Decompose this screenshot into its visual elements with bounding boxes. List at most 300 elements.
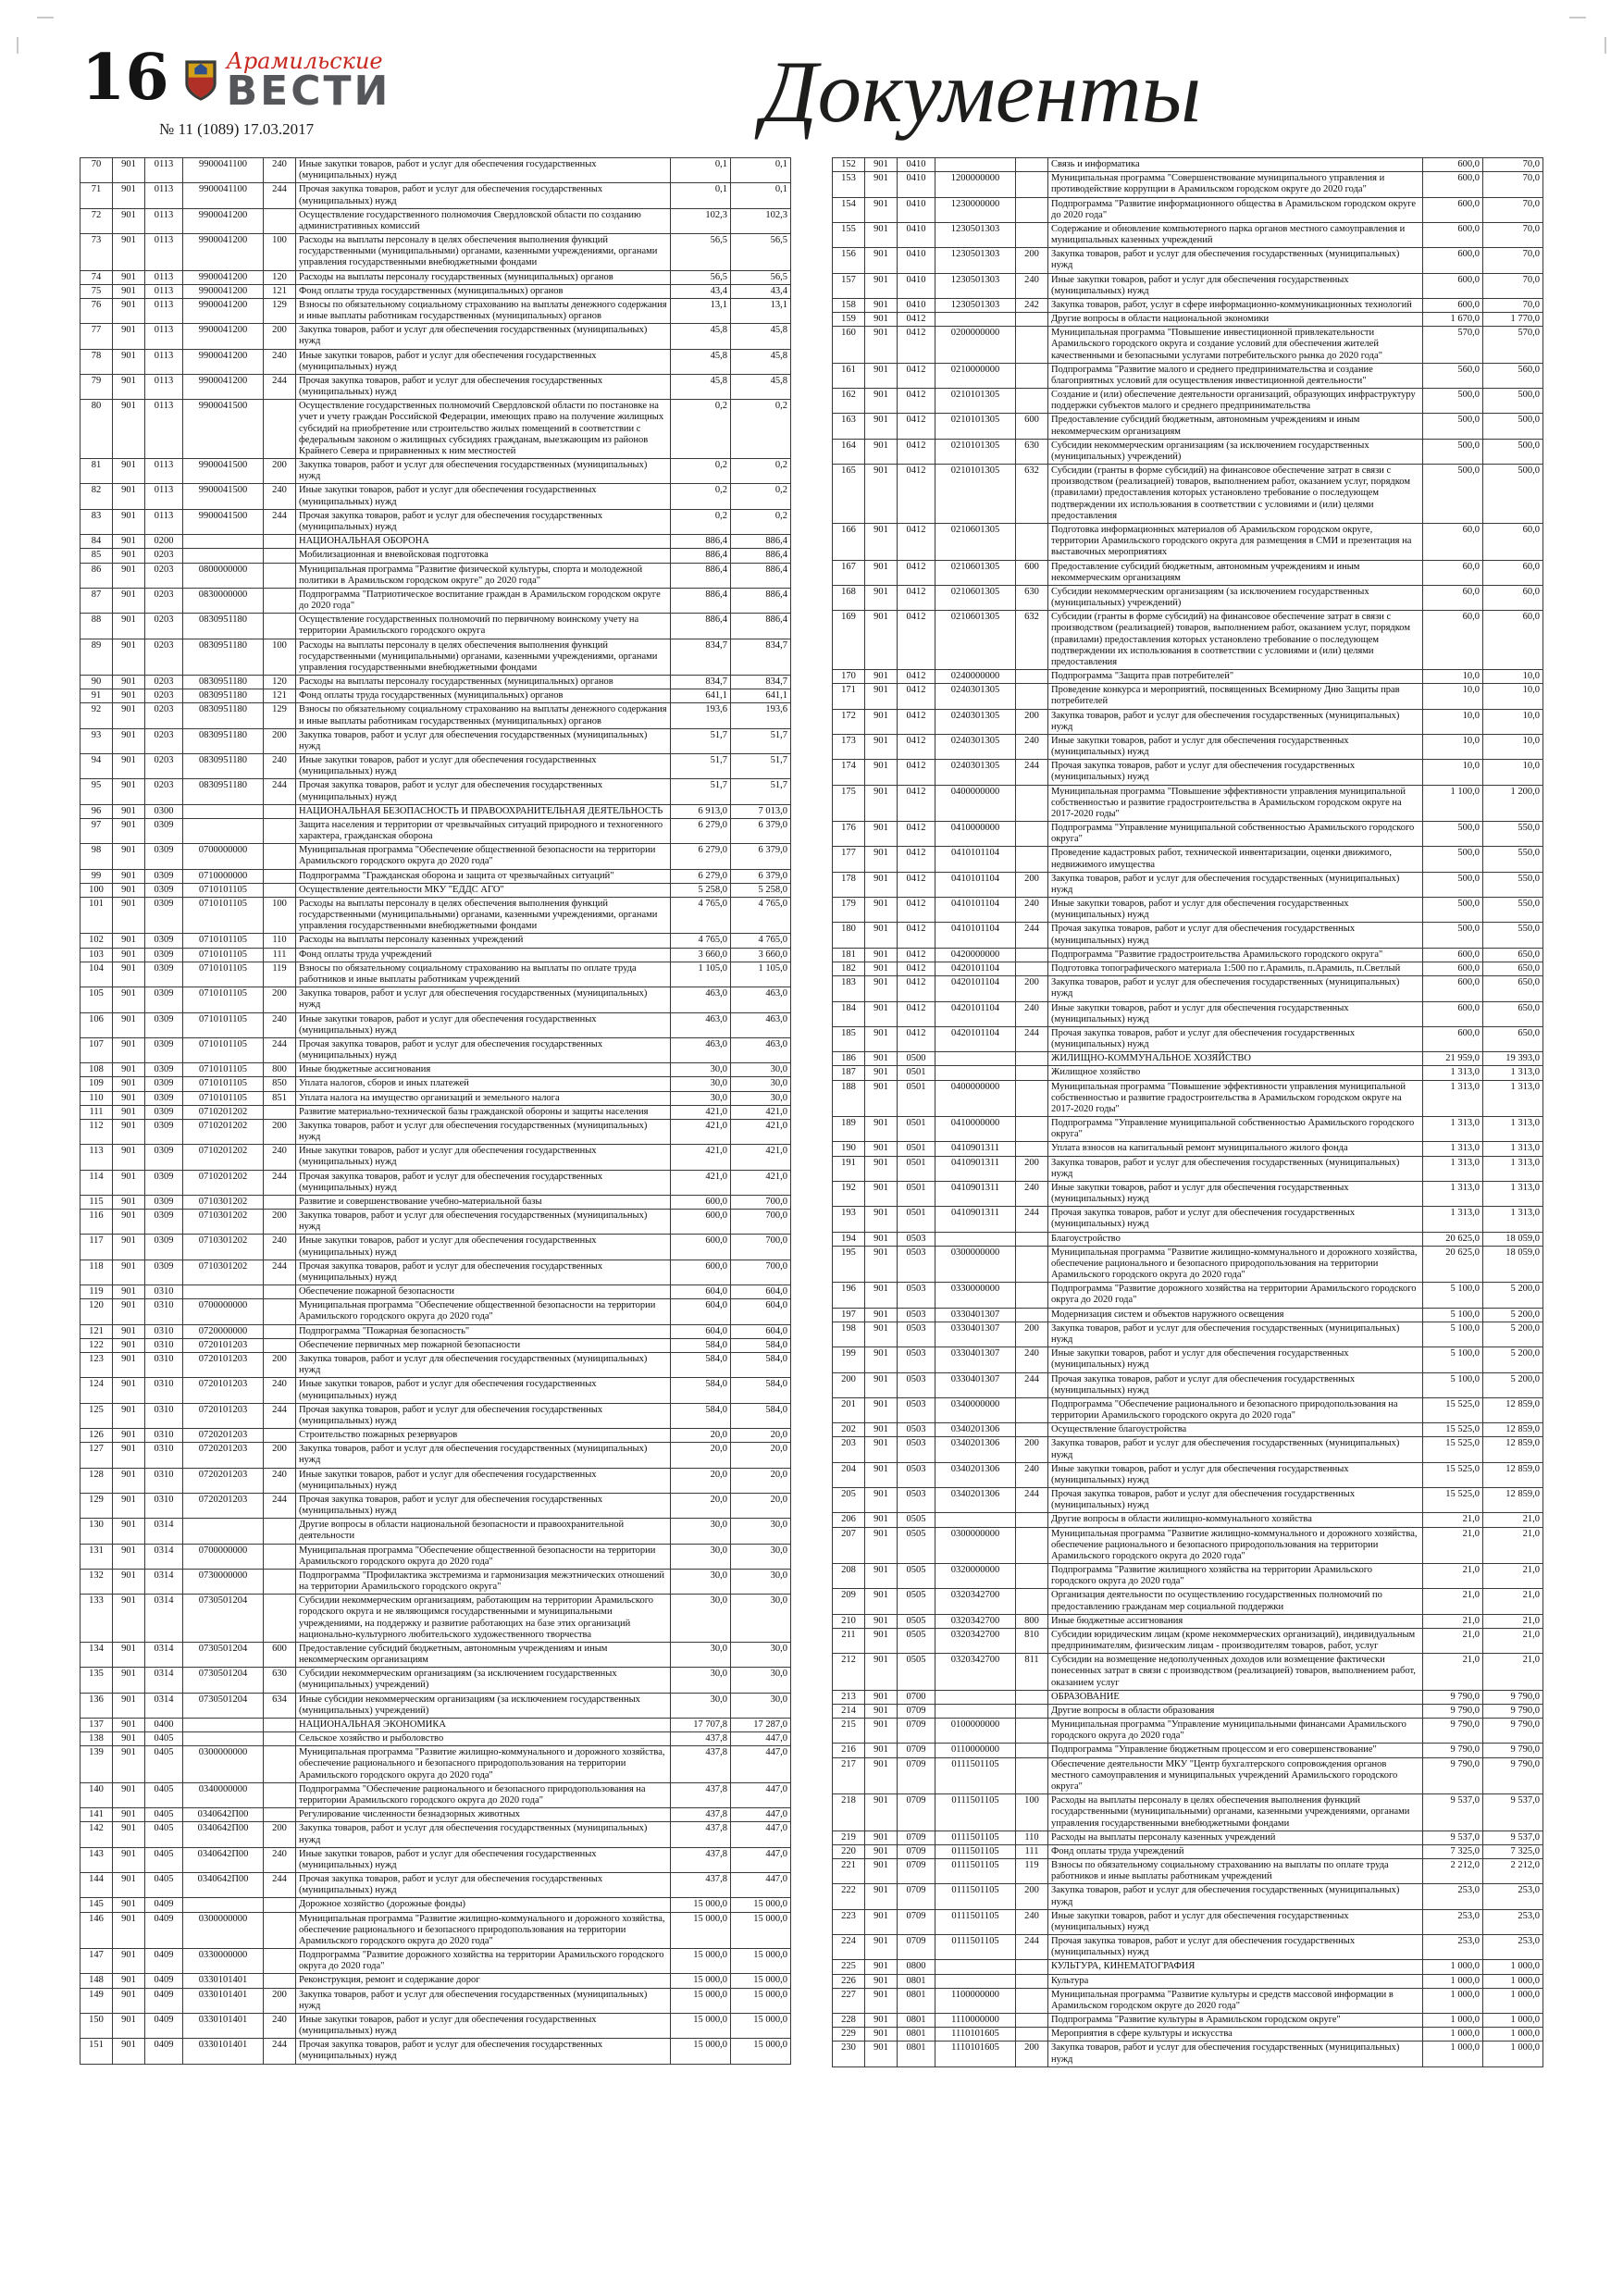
row-number: 104: [81, 962, 113, 987]
expense-name: Иные закупки товаров, работ и услуг для обеспечения государственных (муниципальных) нужд: [1048, 734, 1423, 759]
row-number: 160: [833, 327, 865, 364]
grbs-code: 901: [865, 1960, 898, 1974]
amount-second-year: 641,1: [731, 689, 791, 703]
target-article-code: 0410000000: [935, 822, 1016, 847]
grbs-code: 901: [865, 1628, 898, 1653]
amount-second-year: 9 537,0: [1483, 1794, 1543, 1831]
expense-type-code: [1016, 962, 1048, 976]
target-article-code: 0100000000: [935, 1719, 1016, 1744]
table-row: [81, 183, 791, 208]
expense-type-code: [264, 1544, 296, 1569]
row-number: 147: [81, 1949, 113, 1974]
amount-first-year: 500,0: [1423, 898, 1483, 923]
grbs-code: 901: [865, 1513, 898, 1527]
section-code: 0709: [898, 1831, 935, 1844]
expense-type-code: 244: [264, 183, 296, 208]
row-number: 83: [81, 509, 113, 534]
row-number: 229: [833, 2028, 865, 2042]
row-number: 130: [81, 1519, 113, 1544]
target-article-code: 0710301202: [183, 1210, 264, 1235]
amount-first-year: 421,0: [671, 1145, 731, 1170]
amount-second-year: 6 379,0: [731, 818, 791, 843]
target-article-code: [935, 1232, 1016, 1246]
expense-name: Закупка товаров, работ и услуг для обеспечения государственных (муниципальных) нужд: [1048, 709, 1423, 734]
expense-type-code: 630: [1016, 439, 1048, 464]
section-code: 0314: [145, 1693, 183, 1718]
grbs-code: 901: [113, 1145, 145, 1170]
budget-column-right: [832, 157, 1543, 2067]
target-article-code: 0830951180: [183, 728, 264, 753]
amount-first-year: 1 000,0: [1423, 2042, 1483, 2066]
table-row: [81, 1732, 791, 1746]
table-row: [833, 1437, 1543, 1462]
table-row: [81, 1285, 791, 1299]
grbs-code: 901: [113, 934, 145, 948]
amount-second-year: 421,0: [731, 1145, 791, 1170]
row-number: 122: [81, 1338, 113, 1352]
section-code: 0410: [898, 273, 935, 298]
table-row: [833, 1026, 1543, 1051]
expense-name: Иные закупки товаров, работ и услуг для обеспечения государственных (муниципальных) нужд: [296, 1235, 671, 1260]
target-article-code: 1230501303: [935, 273, 1016, 298]
row-number: 187: [833, 1066, 865, 1080]
table-row: [81, 1974, 791, 1988]
expense-name: Закупка товаров, работ и услуг для обеспечения государственных (муниципальных) нужд: [296, 1119, 671, 1144]
expense-name: Закупка товаров, работ и услуг для обеспечения государственных (муниципальных) нужд: [1048, 1884, 1423, 1909]
amount-second-year: 650,0: [1483, 948, 1543, 962]
expense-name: Закупка товаров, работ и услуг для обеспечения государственных (муниципальных) нужд: [1048, 1156, 1423, 1181]
amount-first-year: 0,2: [671, 509, 731, 534]
amount-first-year: 463,0: [671, 987, 731, 1012]
amount-second-year: 650,0: [1483, 1026, 1543, 1051]
amount-second-year: 5 200,0: [1483, 1322, 1543, 1347]
grbs-code: 901: [865, 1437, 898, 1462]
expense-type-code: [1016, 1988, 1048, 2013]
table-row: [833, 273, 1543, 298]
amount-first-year: 20,0: [671, 1493, 731, 1518]
expense-name: Закупка товаров, работ и услуг для обеспечения государственных (муниципальных) нужд: [1048, 976, 1423, 1001]
grbs-code: 901: [865, 158, 898, 172]
target-article-code: 9900041200: [183, 270, 264, 284]
grbs-code: 901: [113, 639, 145, 676]
amount-first-year: 886,4: [671, 588, 731, 613]
amount-second-year: 447,0: [731, 1822, 791, 1847]
target-article-code: 0210601305: [935, 611, 1016, 670]
expense-name: Расходы на выплаты персоналу казенных учреждений: [1048, 1831, 1423, 1844]
row-number: 177: [833, 847, 865, 872]
section-code: 0801: [898, 2028, 935, 2042]
target-article-code: 1110101605: [935, 2042, 1016, 2066]
amount-second-year: 604,0: [731, 1324, 791, 1338]
row-number: 150: [81, 2013, 113, 2038]
crop-mark: [17, 37, 19, 54]
table-row: [81, 1299, 791, 1324]
newspaper-logo: [182, 48, 391, 115]
row-number: 154: [833, 197, 865, 222]
grbs-code: 901: [865, 976, 898, 1001]
expense-type-code: 111: [264, 948, 296, 962]
expense-name: Прочая закупка товаров, работ и услуг для обеспечения государственных (муниципальных) нужд: [296, 509, 671, 534]
grbs-code: 901: [113, 509, 145, 534]
amount-second-year: 886,4: [731, 614, 791, 639]
amount-second-year: 886,4: [731, 535, 791, 549]
amount-second-year: 60,0: [1483, 523, 1543, 560]
expense-type-code: [1016, 1308, 1048, 1322]
expense-type-code: 630: [264, 1668, 296, 1693]
section-code: 0309: [145, 1210, 183, 1235]
row-number: 82: [81, 484, 113, 509]
table-row: [81, 869, 791, 883]
expense-type-code: [264, 1732, 296, 1746]
expense-name: Закупка товаров, работ и услуг для обеспечения государственных (муниципальных) нужд: [1048, 1437, 1423, 1462]
row-number: 159: [833, 313, 865, 327]
amount-first-year: 253,0: [1423, 1884, 1483, 1909]
row-number: 169: [833, 611, 865, 670]
amount-first-year: 1 313,0: [1423, 1142, 1483, 1156]
amount-second-year: 1 313,0: [1483, 1066, 1543, 1080]
expense-name: Прочая закупка товаров, работ и услуг для обеспечения государственных (муниципальных) нужд: [296, 183, 671, 208]
section-code: 0412: [898, 560, 935, 585]
amount-first-year: 1 000,0: [1423, 1974, 1483, 1988]
grbs-code: 901: [865, 847, 898, 872]
grbs-code: 901: [113, 1974, 145, 1988]
section-code: 0709: [898, 1844, 935, 1858]
expense-name: Подпрограмма "Управление муниципальной собственностью Арамильского городского округа": [1048, 822, 1423, 847]
table-row: [81, 804, 791, 818]
target-article-code: 0111501105: [935, 1794, 1016, 1831]
target-article-code: 0240301305: [935, 709, 1016, 734]
amount-second-year: 30,0: [731, 1569, 791, 1594]
row-number: 163: [833, 414, 865, 439]
row-number: 98: [81, 844, 113, 869]
grbs-code: 901: [113, 1988, 145, 2013]
amount-first-year: 604,0: [671, 1299, 731, 1324]
target-article-code: [935, 1066, 1016, 1080]
section-code: 0405: [145, 1873, 183, 1898]
section-code: 0412: [898, 389, 935, 414]
grbs-code: 901: [113, 1847, 145, 1872]
section-code: 0409: [145, 1912, 183, 1949]
target-article-code: [183, 1898, 264, 1912]
target-article-code: 0830951180: [183, 703, 264, 728]
table-row: [833, 389, 1543, 414]
amount-second-year: 10,0: [1483, 709, 1543, 734]
expense-type-code: 110: [264, 934, 296, 948]
expense-name: Другие вопросы в области образования: [1048, 1704, 1423, 1718]
amount-second-year: 1 000,0: [1483, 1974, 1543, 1988]
grbs-code: 901: [113, 1063, 145, 1077]
expense-name: Взносы по обязательному социальному страхованию на выплаты по оплате труда работников и иные выплаты работникам учреждений: [296, 962, 671, 987]
section-code: 0200: [145, 535, 183, 549]
row-number: 145: [81, 1898, 113, 1912]
row-number: 197: [833, 1308, 865, 1322]
grbs-code: 901: [113, 563, 145, 588]
grbs-code: 901: [113, 818, 145, 843]
target-article-code: 0710101105: [183, 1077, 264, 1091]
amount-second-year: 19 393,0: [1483, 1052, 1543, 1066]
table-row: [81, 844, 791, 869]
amount-second-year: 253,0: [1483, 1884, 1543, 1909]
amount-first-year: 500,0: [1423, 465, 1483, 524]
amount-first-year: 7 325,0: [1423, 1844, 1483, 1858]
section-code: 0503: [898, 1283, 935, 1308]
section-code: 0412: [898, 1001, 935, 1026]
expense-name: Прочая закупка товаров, работ и услуг для обеспечения государственных (муниципальных) нужд: [1048, 1372, 1423, 1397]
amount-first-year: 9 790,0: [1423, 1690, 1483, 1704]
amount-second-year: 604,0: [731, 1285, 791, 1299]
expense-type-code: [264, 1746, 296, 1783]
section-code: 0113: [145, 400, 183, 459]
target-article-code: 0720201203: [183, 1443, 264, 1468]
table-row: [833, 1988, 1543, 2013]
expense-type-code: [1016, 1246, 1048, 1283]
section-code: 0505: [898, 1654, 935, 1691]
target-article-code: 0240301305: [935, 684, 1016, 709]
section-code: 0203: [145, 728, 183, 753]
expense-name: Прочая закупка товаров, работ и услуг для обеспечения государственных (муниципальных) нужд: [1048, 1026, 1423, 1051]
grbs-code: 901: [113, 1642, 145, 1667]
grbs-code: 901: [113, 1338, 145, 1352]
table-row: [833, 1066, 1543, 1080]
section-code: 0709: [898, 1935, 935, 1960]
expense-name: Предоставление субсидий бюджетным, автономным учреждениям и иным некоммерческим организациям: [296, 1642, 671, 1667]
row-number: 186: [833, 1052, 865, 1066]
row-number: 85: [81, 549, 113, 563]
target-article-code: 0340201306: [935, 1488, 1016, 1513]
row-number: 200: [833, 1372, 865, 1397]
amount-second-year: 550,0: [1483, 847, 1543, 872]
target-article-code: 0111501105: [935, 1884, 1016, 1909]
target-article-code: 0330101401: [183, 2013, 264, 2038]
grbs-code: 901: [865, 760, 898, 785]
target-article-code: 0720201203: [183, 1468, 264, 1493]
amount-first-year: 15 000,0: [671, 2039, 731, 2064]
amount-first-year: 10,0: [1423, 709, 1483, 734]
expense-name: Подпрограмма "Обеспечение рационального и безопасного природопользования на территории Арамильского городского округа до 2020 года": [296, 1782, 671, 1807]
table-row: [833, 439, 1543, 464]
grbs-code: 901: [865, 709, 898, 734]
grbs-code: 901: [865, 670, 898, 684]
expense-type-code: 200: [264, 728, 296, 753]
grbs-code: 901: [113, 1235, 145, 1260]
amount-first-year: 5 100,0: [1423, 1283, 1483, 1308]
expense-name: Закупка товаров, работ и услуг для обеспечения государственных (муниципальных) нужд: [296, 728, 671, 753]
expense-name: Другие вопросы в области национальной безопасности и правоохранительной деятельности: [296, 1519, 671, 1544]
table-row: [81, 1378, 791, 1403]
amount-first-year: 15 000,0: [671, 2013, 731, 2038]
table-row: [833, 1156, 1543, 1181]
section-code: 0309: [145, 934, 183, 948]
table-row: [833, 1859, 1543, 1884]
target-article-code: 0330000000: [183, 1949, 264, 1974]
grbs-code: 901: [865, 1462, 898, 1487]
row-number: 117: [81, 1235, 113, 1260]
amount-second-year: 447,0: [731, 1746, 791, 1783]
expense-name: Иные закупки товаров, работ и услуг для обеспечения государственных (муниципальных) нужд: [296, 1378, 671, 1403]
expense-type-code: [1016, 1283, 1048, 1308]
row-number: 174: [833, 760, 865, 785]
section-code: 0113: [145, 484, 183, 509]
grbs-code: 901: [865, 389, 898, 414]
table-row: [833, 523, 1543, 560]
grbs-code: 901: [113, 2039, 145, 2064]
amount-second-year: 9 790,0: [1483, 1704, 1543, 1718]
expense-type-code: [1016, 822, 1048, 847]
expense-type-code: 244: [264, 1403, 296, 1428]
grbs-code: 901: [865, 1347, 898, 1372]
expense-name: Фонд оплаты труда государственных (муниципальных) органов: [296, 284, 671, 298]
page-number: 16: [81, 41, 169, 115]
amount-first-year: 0,2: [671, 459, 731, 484]
table-row: [833, 560, 1543, 585]
amount-second-year: 20,0: [731, 1493, 791, 1518]
amount-second-year: 834,7: [731, 639, 791, 676]
amount-first-year: 9 790,0: [1423, 1719, 1483, 1744]
amount-second-year: 500,0: [1483, 414, 1543, 439]
expense-type-code: 810: [1016, 1628, 1048, 1653]
table-row: [81, 1403, 791, 1428]
section-code: 0412: [898, 962, 935, 976]
table-row: [81, 298, 791, 323]
expense-type-code: [1016, 1690, 1048, 1704]
expense-name: Осуществление государственных полномочий Свердловской области по постановке на учет и учету граждан Российской Федерации, имеющих право на получение жилищных субсидий на приобретение или строительство жилых помещений в соответствии с федеральным законом о жилищных субсидиях гражданам, выезжающим из районов Крайнего Севера и приравненных к ним местностей: [296, 400, 671, 459]
table-row: [833, 962, 1543, 976]
amount-second-year: 253,0: [1483, 1909, 1543, 1934]
amount-second-year: 650,0: [1483, 1001, 1543, 1026]
target-article-code: 0710101105: [183, 987, 264, 1012]
grbs-code: 901: [113, 1260, 145, 1285]
table-row: [833, 1488, 1543, 1513]
target-article-code: 0710101105: [183, 1012, 264, 1037]
grbs-code: 901: [865, 1589, 898, 1614]
grbs-code: 901: [113, 1898, 145, 1912]
expense-name: Культура: [1048, 1974, 1423, 1988]
grbs-code: 901: [113, 1493, 145, 1518]
amount-second-year: 700,0: [731, 1195, 791, 1209]
grbs-code: 901: [113, 459, 145, 484]
row-number: 112: [81, 1119, 113, 1144]
table-row: [81, 284, 791, 298]
expense-type-code: 129: [264, 703, 296, 728]
amount-second-year: 12 859,0: [1483, 1397, 1543, 1422]
target-article-code: 0410000000: [935, 1117, 1016, 1142]
target-article-code: 0340642П00: [183, 1822, 264, 1847]
expense-name: Иные закупки товаров, работ и услуг для обеспечения государственных (муниципальных) нужд: [296, 158, 671, 183]
grbs-code: 901: [113, 183, 145, 208]
grbs-code: 901: [865, 1757, 898, 1794]
table-row: [833, 313, 1543, 327]
expense-name: Расходы на выплаты персоналу в целях обеспечения выполнения функций государственными (муниципальными) органами, казенными учреждениями, органами управления государственными внебюджетными фондами: [296, 234, 671, 271]
target-article-code: 0410101104: [935, 872, 1016, 897]
expense-type-code: [1016, 327, 1048, 364]
expense-name: Прочая закупка товаров, работ и услуг для обеспечения государственных (муниципальных) нужд: [1048, 1488, 1423, 1513]
section-code: 0412: [898, 760, 935, 785]
grbs-code: 901: [113, 1718, 145, 1731]
expense-name: НАЦИОНАЛЬНАЯ ЭКОНОМИКА: [296, 1718, 671, 1731]
expense-name: Уплата взносов на капитальный ремонт муниципального жилого фонда: [1048, 1142, 1423, 1156]
expense-type-code: [1016, 1744, 1048, 1757]
amount-second-year: 0,2: [731, 400, 791, 459]
amount-second-year: 650,0: [1483, 976, 1543, 1001]
grbs-code: 901: [113, 1285, 145, 1299]
expense-name: Расходы на выплаты персоналу в целях обеспечения выполнения функций государственными (муниципальными) органами, казенными учреждениями, органами управления государственными внебюджетными фондами: [1048, 1794, 1423, 1831]
expense-type-code: 244: [264, 374, 296, 399]
section-code: 0314: [145, 1668, 183, 1693]
table-row: [833, 2028, 1543, 2042]
target-article-code: 1110101605: [935, 2028, 1016, 2042]
row-number: 218: [833, 1794, 865, 1831]
grbs-code: 901: [865, 2014, 898, 2028]
expense-name: Прочая закупка товаров, работ и услуг для обеспечения государственных (муниципальных) нужд: [1048, 760, 1423, 785]
row-number: 155: [833, 222, 865, 247]
expense-type-code: 244: [264, 1037, 296, 1062]
table-row: [833, 1744, 1543, 1757]
table-row: [81, 2013, 791, 2038]
amount-first-year: 10,0: [1423, 670, 1483, 684]
section-code: 0505: [898, 1628, 935, 1653]
amount-first-year: 45,8: [671, 324, 731, 349]
expense-name: Осуществление деятельности МКУ "ЕДДС АГО": [296, 883, 671, 897]
table-row: [833, 585, 1543, 610]
grbs-code: 901: [865, 1026, 898, 1051]
expense-type-code: [264, 588, 296, 613]
target-article-code: 0720000000: [183, 1324, 264, 1338]
target-article-code: 9900041200: [183, 284, 264, 298]
target-article-code: 0400000000: [935, 1080, 1016, 1117]
row-number: 179: [833, 898, 865, 923]
expense-name: Подпрограмма "Пожарная безопасность": [296, 1324, 671, 1338]
table-row: [81, 987, 791, 1012]
section-code: 0505: [898, 1564, 935, 1589]
crop-mark: [37, 17, 54, 19]
target-article-code: 0340000000: [183, 1782, 264, 1807]
expense-type-code: [1016, 2014, 1048, 2028]
target-article-code: 0330401307: [935, 1372, 1016, 1397]
row-number: 111: [81, 1105, 113, 1119]
grbs-code: 901: [865, 222, 898, 247]
section-code: 0309: [145, 1260, 183, 1285]
row-number: 182: [833, 962, 865, 976]
grbs-code: 901: [113, 1403, 145, 1428]
expense-name: Иные закупки товаров, работ и услуг для обеспечения государственных (муниципальных) нужд: [1048, 273, 1423, 298]
section-code: 0203: [145, 614, 183, 639]
section-code: 0505: [898, 1527, 935, 1564]
table-row: [833, 1117, 1543, 1142]
target-article-code: 1110000000: [935, 2014, 1016, 2028]
target-article-code: 0320342700: [935, 1614, 1016, 1628]
section-code: 0503: [898, 1462, 935, 1487]
expense-type-code: 240: [264, 158, 296, 183]
row-number: 164: [833, 439, 865, 464]
target-article-code: 0110000000: [935, 1744, 1016, 1757]
expense-type-code: [264, 1912, 296, 1949]
amount-second-year: 12 859,0: [1483, 1423, 1543, 1437]
expense-type-code: [1016, 1974, 1048, 1988]
section-code: 0503: [898, 1232, 935, 1246]
table-row: [81, 1822, 791, 1847]
amount-second-year: 463,0: [731, 1012, 791, 1037]
table-row: [833, 1564, 1543, 1589]
row-number: 204: [833, 1462, 865, 1487]
expense-type-code: [1016, 1589, 1048, 1614]
section-code: 0709: [898, 1744, 935, 1757]
section-title: Документы: [762, 43, 1202, 141]
expense-type-code: [1016, 523, 1048, 560]
grbs-code: 901: [865, 1181, 898, 1206]
row-number: 214: [833, 1704, 865, 1718]
grbs-code: 901: [865, 1909, 898, 1934]
expense-type-code: [264, 208, 296, 233]
